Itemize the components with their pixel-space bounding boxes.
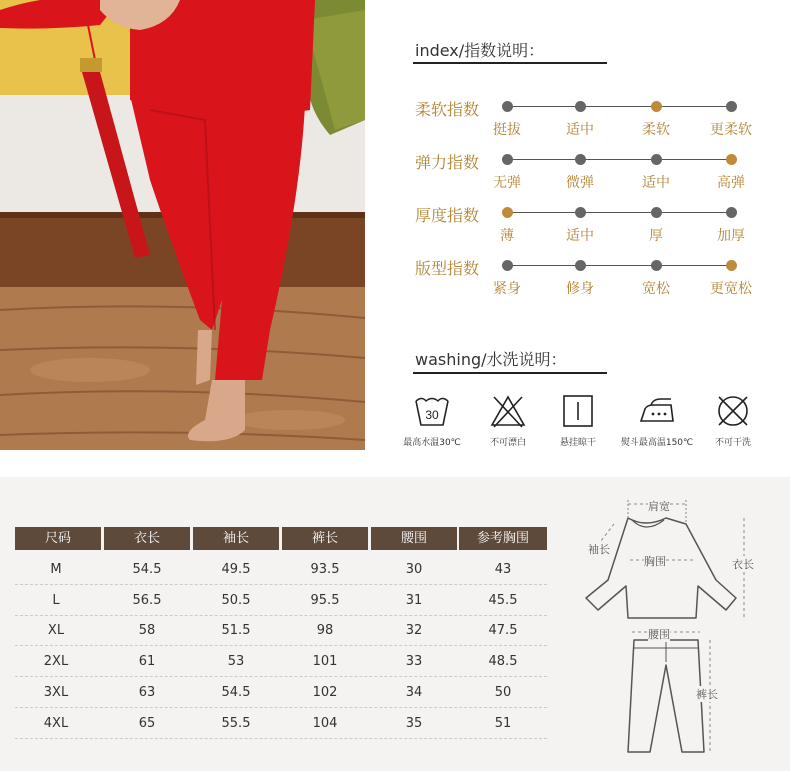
hang-dry-icon <box>558 393 598 429</box>
index-scale-line <box>507 106 736 107</box>
index-dot <box>502 154 513 165</box>
table-cell: 102 <box>312 684 338 700</box>
iron-150-item <box>617 393 697 448</box>
index-dot <box>575 207 586 218</box>
no-bleach-caption: 不可漂白 <box>489 438 526 448</box>
iron-150-icon <box>637 393 677 429</box>
size-label-cell: M <box>50 562 62 577</box>
pants-length-label: 裤长 <box>696 688 718 701</box>
size-label-cell: 4XL <box>43 715 69 731</box>
iron-150-caption: 熨斗最高温150℃ <box>620 438 694 448</box>
table-cell: 54.5 <box>132 562 162 577</box>
index-option-label: 适中 <box>642 175 670 191</box>
index-scale-line <box>507 159 736 160</box>
no-dry-clean-caption: 不可干洗 <box>714 438 751 448</box>
index-row <box>415 256 775 306</box>
row-divider <box>15 707 547 708</box>
index-section-title: index/指数说明： <box>415 41 545 60</box>
index-row-label: 弹力指数 <box>415 153 480 172</box>
index-scale-line <box>507 265 736 266</box>
table-cell: 43 <box>494 562 512 577</box>
table-cell: 61 <box>138 654 156 670</box>
index-option-label: 柔软 <box>642 122 670 138</box>
no-dry-clean-item <box>693 393 773 448</box>
index-option-label: 挺拔 <box>493 122 521 138</box>
table-cell: 58 <box>138 623 156 639</box>
index-section-divider <box>413 62 607 64</box>
table-header-cell: 参考胸围 <box>459 527 547 550</box>
no-dry-clean-icon <box>713 393 753 429</box>
table-cell: 51 <box>494 715 512 731</box>
row-divider <box>15 615 547 616</box>
index-dot <box>575 260 586 271</box>
index-dot <box>651 260 662 271</box>
table-cell: 30 <box>405 562 423 577</box>
wash-30-caption: 最高水温30℃ <box>403 438 461 448</box>
index-option-label: 厚 <box>649 228 663 244</box>
wash-30-item <box>392 393 472 448</box>
hang-dry-caption: 悬挂晾干 <box>559 438 596 448</box>
index-row <box>415 97 775 147</box>
index-dot-selected <box>726 154 737 165</box>
table-header-cell: 尺码 <box>15 527 101 550</box>
hang-dry-item <box>538 393 618 448</box>
row-divider <box>15 584 547 585</box>
no-bleach-icon <box>488 393 528 429</box>
index-option-label: 薄 <box>500 228 514 244</box>
garment-outline <box>566 490 766 760</box>
index-dot <box>502 260 513 271</box>
washing-section-title: washing/水洗说明： <box>415 350 567 369</box>
table-header-cell: 袖长 <box>193 527 279 550</box>
size-label-cell: 2XL <box>43 654 69 670</box>
garment-diagram <box>566 490 766 764</box>
index-row-label: 版型指数 <box>415 259 480 278</box>
index-dot <box>726 101 737 112</box>
table-cell: 101 <box>312 654 338 670</box>
row-divider <box>15 738 547 739</box>
table-cell: 33 <box>405 654 423 670</box>
table-header-cell: 裤长 <box>282 527 368 550</box>
table-cell: 55.5 <box>221 715 251 731</box>
chest-label: 胸围 <box>644 555 666 568</box>
table-cell: 53 <box>227 654 245 670</box>
table-cell: 65 <box>138 715 156 731</box>
size-label-cell: 3XL <box>43 684 69 700</box>
table-cell: 50.5 <box>221 592 251 608</box>
index-dot <box>726 207 737 218</box>
index-option-label: 加厚 <box>717 228 745 244</box>
index-option-label: 无弹 <box>493 175 521 191</box>
index-dot <box>502 101 513 112</box>
index-row <box>415 150 775 200</box>
index-option-label: 宽松 <box>642 281 670 297</box>
index-dot-selected <box>502 207 513 218</box>
table-cell: 45.5 <box>488 592 518 608</box>
table-cell: 32 <box>405 623 423 639</box>
index-dot-selected <box>651 101 662 112</box>
table-cell: 98 <box>316 623 334 639</box>
row-divider <box>15 645 547 646</box>
table-header-cell: 衣长 <box>104 527 190 550</box>
index-row-label: 厚度指数 <box>415 206 480 225</box>
shoulder-label: 肩宽 <box>648 500 670 513</box>
index-option-label: 高弹 <box>717 175 745 191</box>
table-cell: 47.5 <box>488 623 518 639</box>
table-cell: 48.5 <box>488 654 518 670</box>
waist-label: 腰围 <box>648 628 670 641</box>
table-header-cell: 腰围 <box>371 527 457 550</box>
length-label: 衣长 <box>732 558 754 571</box>
product-photo <box>0 0 365 450</box>
index-option-label: 适中 <box>566 228 594 244</box>
table-cell: 49.5 <box>221 562 251 577</box>
table-cell: 93.5 <box>310 562 340 577</box>
index-dot <box>575 101 586 112</box>
table-cell: 56.5 <box>132 592 162 608</box>
index-option-label: 更宽松 <box>710 281 752 297</box>
table-cell: 54.5 <box>221 684 251 700</box>
size-label-cell: XL <box>47 623 65 639</box>
row-divider <box>15 676 547 677</box>
sleeve-label: 袖长 <box>588 543 610 556</box>
index-dot-selected <box>726 260 737 271</box>
index-option-label: 更柔软 <box>710 122 752 138</box>
index-row <box>415 203 775 253</box>
size-label-cell: L <box>52 592 60 608</box>
table-cell: 34 <box>405 684 423 700</box>
index-option-label: 修身 <box>566 281 594 297</box>
index-row-label: 柔软指数 <box>415 100 480 119</box>
index-option-label: 适中 <box>566 122 594 138</box>
table-cell: 104 <box>312 715 338 731</box>
index-dot <box>651 154 662 165</box>
table-cell: 51.5 <box>221 623 251 639</box>
wash-30-icon <box>412 393 452 429</box>
table-cell: 95.5 <box>310 592 340 608</box>
table-cell: 35 <box>405 715 423 731</box>
index-scale-line <box>507 212 736 213</box>
table-cell: 31 <box>405 592 423 608</box>
table-cell: 63 <box>138 684 156 700</box>
index-dot <box>651 207 662 218</box>
index-option-label: 微弹 <box>566 175 594 191</box>
index-dot <box>575 154 586 165</box>
table-cell: 50 <box>494 684 512 700</box>
index-option-label: 紧身 <box>493 281 521 297</box>
washing-section-divider <box>413 372 607 374</box>
no-bleach-item <box>468 393 548 448</box>
wash-temp-number: 30 <box>425 408 439 422</box>
